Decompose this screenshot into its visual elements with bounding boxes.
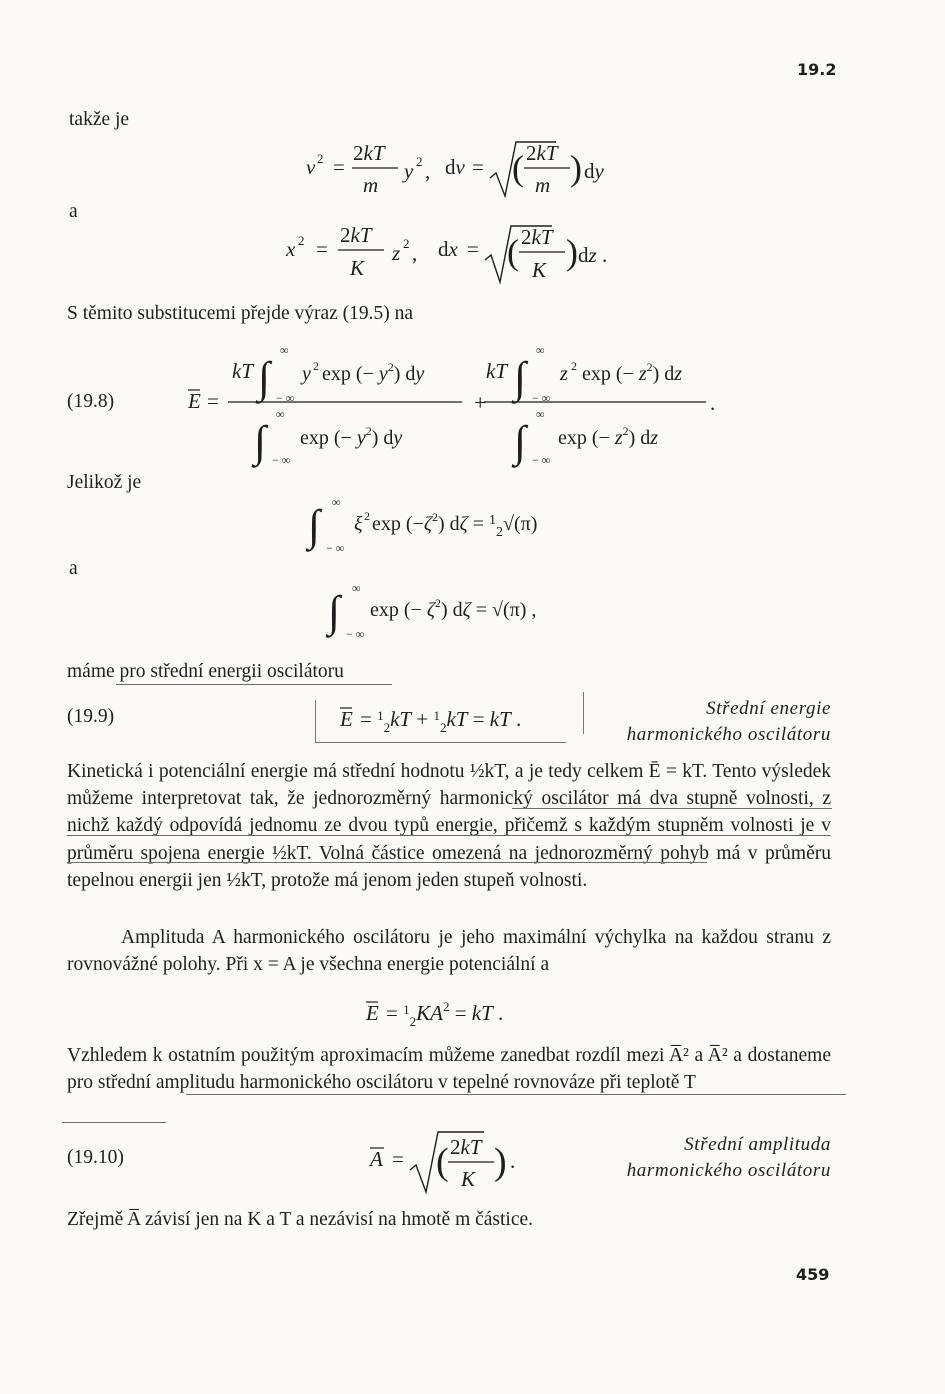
svg-text:=: = [333,155,345,179]
svg-text:(: ( [512,148,524,188]
svg-text:= 12KA2 = kT .: = $^1_2KA^2$ = kT . [386,999,504,1029]
svg-text:=: = [467,237,479,261]
svg-text:y: y [404,159,414,183]
svg-text:2: 2 [313,359,319,373]
svg-text:− ∞: − ∞ [276,391,295,405]
svg-text:,: , [425,159,431,183]
equation-integral-xi-squared [300,496,620,562]
sidenote-mean-energy [571,696,831,748]
svg-text:,: , [412,241,418,265]
svg-text:∞: ∞ [536,343,545,357]
text-substitution: S těmito substitucemi přejde výraz (19.5) na [67,303,414,324]
svg-text:2kT: 2kT [353,141,385,165]
svg-text:z: z [560,363,568,385]
svg-text:+: + [474,390,487,415]
svg-text:m: m [363,173,379,197]
svg-text:dy: dy [584,159,604,183]
sidenote-line-2: harmonického oscilátoru [626,1160,831,1181]
equation-x-squared [280,220,640,286]
equation-v-squared [300,138,630,200]
svg-text:dx: dx [438,237,458,261]
svg-text:=: = [392,1147,404,1171]
text-jelikoz-je: Jelikož je [67,472,142,493]
svg-text:E: E [366,1001,379,1025]
svg-text:∞: ∞ [536,407,545,421]
svg-text:(: ( [507,232,519,272]
svg-text:K: K [532,258,547,282]
svg-text:∫: ∫ [308,501,321,550]
equation-integral-exp [320,578,600,644]
svg-text:ξ: ξ [354,513,363,535]
svg-text:): ) [570,148,582,188]
svg-text:2kT: 2kT [450,1135,482,1159]
pencil-underline-4 [67,862,707,863]
svg-text:∞: ∞ [280,343,289,357]
svg-text:.: . [510,1149,516,1173]
equation-number-19-9: (19.9) [67,706,115,727]
svg-text:2kT: 2kT [340,223,372,247]
svg-text:=: = [316,237,328,261]
svg-text:dv: dv [445,155,465,179]
svg-text:E: E [188,389,201,413]
svg-text:dz .: dz . [578,243,608,267]
equation-19-8 [180,340,740,472]
svg-text:2: 2 [364,509,370,523]
equation-energy-amplitude [362,994,562,1032]
svg-text:− ∞: − ∞ [326,541,345,555]
paragraph-amplitude: Amplituda A harmonického oscilátoru je jeho maximální výchylka na každou stranu z rovnovážné polohy. Při x = A je všechna energie potenciální a [67,927,831,976]
svg-text:− ∞: − ∞ [346,627,365,641]
pencil-underline-6 [62,1122,166,1123]
pencil-underline-1 [116,684,392,685]
svg-text:z: z [392,241,401,265]
page-number: 459 [796,1265,830,1284]
svg-text:K: K [350,256,365,280]
section-number: 19.2 [797,60,837,79]
svg-text:x: x [286,237,296,261]
svg-text:= 12kT + 12kT = kT .: = $^1_2$kT + $^1_2$kT = kT . [360,707,522,735]
svg-text:exp (− y2) dy: exp (− $y^2$) dy [300,424,403,449]
svg-text:∫: ∫ [514,417,527,466]
svg-text:2: 2 [298,233,305,248]
equation-number-19-10: (19.10) [67,1147,124,1168]
svg-text:∫: ∫ [514,353,527,402]
sidenote-line-1: Střední energie [706,698,831,719]
sidenote-line-2: harmonického oscilátoru [626,724,831,745]
svg-text:): ) [494,1141,507,1183]
text-mame: máme pro střední energii oscilátoru [67,661,344,682]
svg-text:K: K [461,1167,476,1191]
svg-text:.: . [710,391,716,415]
sidenote-mean-amplitude [571,1132,831,1184]
svg-text:E: E [340,707,353,731]
svg-text:exp (− z2) dz: exp (− $z^2$) dz [582,360,683,385]
pencil-underline-2 [512,808,832,809]
svg-text:A: A [370,1147,383,1171]
sidenote-line-1: Střední amplituda [684,1134,831,1155]
equation-number-19-8: (19.8) [67,391,115,412]
svg-text:− ∞: − ∞ [532,391,551,405]
svg-text:y: y [302,363,311,385]
svg-text:kT: kT [486,359,507,383]
svg-text:∫: ∫ [258,353,271,402]
equation-19-9 [336,700,566,738]
svg-text:− ∞: − ∞ [532,453,551,467]
svg-text:=: = [207,389,219,413]
pencil-underline-5 [186,1094,846,1095]
svg-text:2: 2 [317,151,324,166]
svg-text:kT: kT [232,359,253,383]
paragraph-degrees-of-freedom: Kinetická i potenciální energie má střední hodnotu ½kT, a je tedy celkem Ē = kT. Tento výsledek můžeme interpretovat tak, že jednorozměrný harmonický oscilátor má dva stupně volnosti, z nichž každý odpovídá jednomu ze dvou typů energie, přičemž s každým stupněm volnosti je v průměru spojena energie ½kT. Volná částice omezená na jednorozměrný pohyb má v průměru tepelnou energii jen ½kT, protože má jenom jeden stupeň volnosti. [67,761,831,891]
svg-text:2: 2 [571,359,577,373]
svg-text:exp (− z2) dz: exp (− $z^2$) dz [558,424,659,449]
svg-text:∫: ∫ [254,417,267,466]
svg-text:exp (− y2) dy: exp (− $y^2$) dy [322,360,425,385]
svg-text:2kT: 2kT [521,225,553,249]
svg-text:(: ( [436,1141,449,1183]
svg-text:v: v [306,155,316,179]
text-a-1: a [69,201,78,222]
svg-text:− ∞: − ∞ [272,453,291,467]
svg-text:∞: ∞ [352,581,361,595]
pencil-underline-3 [67,835,831,836]
svg-text:∞: ∞ [332,496,341,509]
paragraph-mean-amplitude: Vzhledem k ostatním použitým aproximacím můžeme zanedbat rozdíl mezi A̅² a A̅² a dostaneme pro střední amplitudu harmonického oscilátoru v tepelné rovnováze při teplotě T [67,1045,831,1094]
svg-text:∞: ∞ [276,407,285,421]
svg-text:2: 2 [416,154,423,169]
svg-text:=: = [472,155,484,179]
text-final: Zřejmě A̅ závisí jen na K a T a nezávisí na hmotě m částice. [67,1209,534,1230]
svg-text:m: m [535,173,551,197]
text-a-2: a [69,558,78,579]
svg-text:exp (− ζ2) dζ = √(π) ,: exp (− $\zeta^2$) dζ = √(π) , [370,596,537,621]
svg-text:∫: ∫ [328,587,341,636]
svg-text:2: 2 [403,236,410,251]
text-takze-je: takže je [69,109,130,130]
equation-19-10 [364,1124,534,1196]
svg-text:exp (−ζ2) dζ = 12√(π): $\exp (-\zeta^2) d\zeta = ^1_2√(\pi)$ [372,510,538,540]
svg-text:2kT: 2kT [526,141,558,165]
svg-text:): ) [566,232,578,272]
